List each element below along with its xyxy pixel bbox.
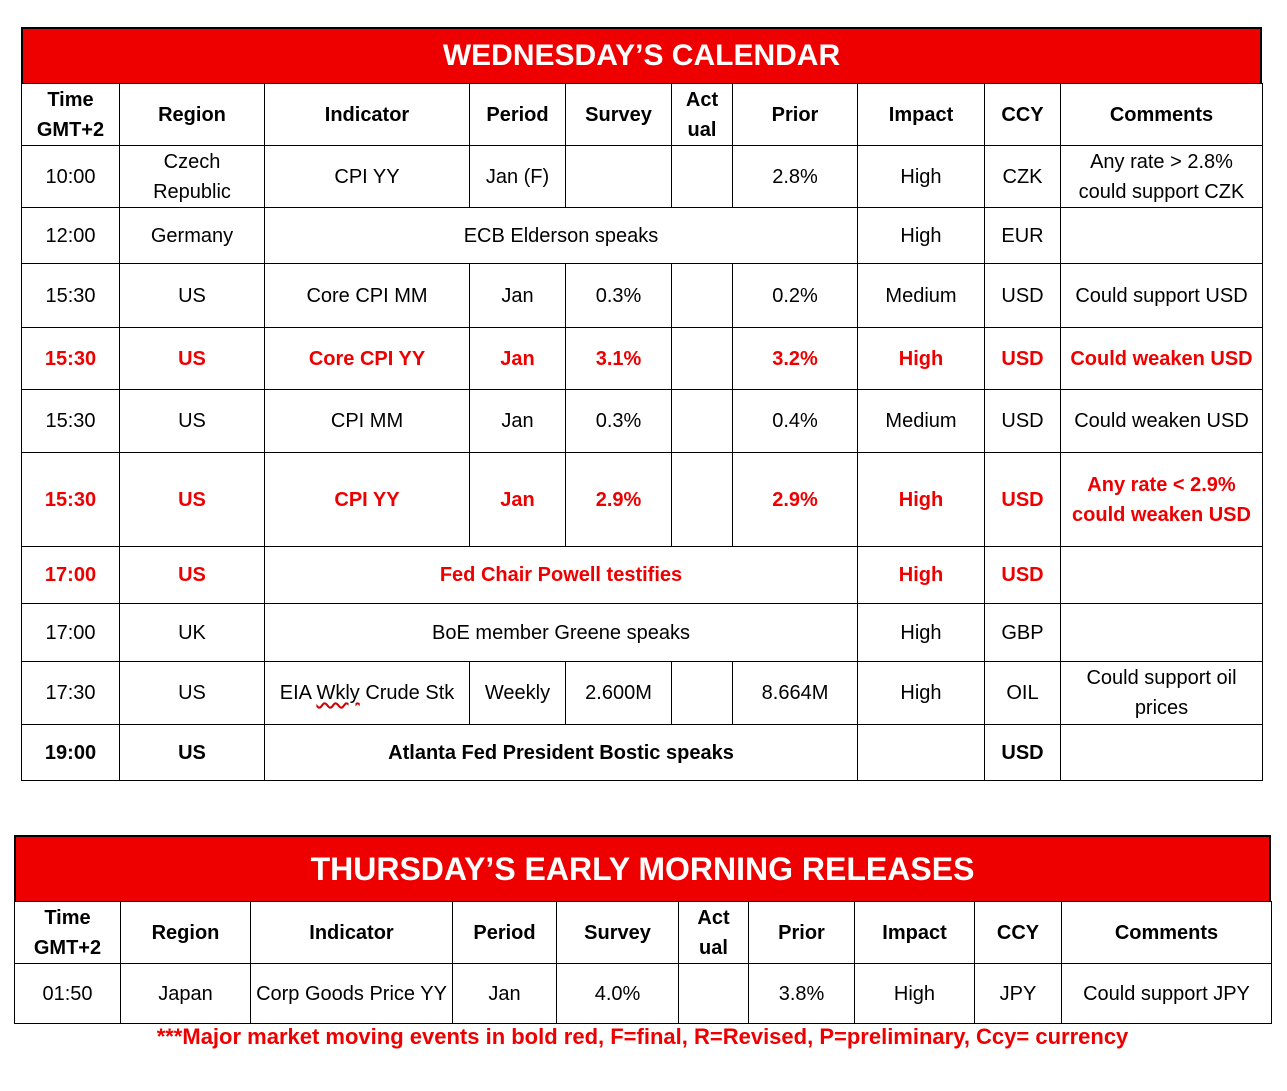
cell-time: 15:30 [22, 328, 120, 390]
cell-period: Jan [470, 390, 566, 453]
header-region: Region [121, 902, 251, 964]
cell-indicator: Core CPI MM [265, 264, 470, 328]
cell-region: Japan [121, 964, 251, 1024]
header-period: Period [470, 84, 566, 146]
header-survey: Survey [557, 902, 679, 964]
cell-region: US [120, 328, 265, 390]
cell-impact [858, 725, 985, 781]
header-survey: Survey [566, 84, 672, 146]
cell-comments: Could support USD [1061, 264, 1263, 328]
cell-prior: 3.8% [749, 964, 855, 1024]
cell-time: 15:30 [22, 264, 120, 328]
cell-ccy: GBP [985, 604, 1061, 662]
cell-comments [1061, 547, 1263, 604]
cell-impact: High [855, 964, 975, 1024]
cell-impact: High [858, 453, 985, 547]
cell-region: US [120, 547, 265, 604]
header-indicator: Indicator [251, 902, 453, 964]
header-ccy: CCY [975, 902, 1062, 964]
cell-indicator: Corp Goods Price YY [251, 964, 453, 1024]
cell-time: 15:30 [22, 453, 120, 547]
cell-time: 10:00 [22, 146, 120, 208]
cell-ccy: USD [985, 264, 1061, 328]
cell-region: US [120, 453, 265, 547]
cell-comments [1061, 725, 1263, 781]
cell-survey [566, 146, 672, 208]
cell-ccy: USD [985, 390, 1061, 453]
cell-ccy: CZK [985, 146, 1061, 208]
cell-ccy: OIL [985, 662, 1061, 725]
wednesday-table [21, 83, 1263, 781]
header-indicator: Indicator [265, 84, 470, 146]
cell-ccy: EUR [985, 208, 1061, 264]
header-time: Time GMT+2 [15, 902, 121, 964]
cell-comments: Could support JPY [1062, 964, 1272, 1024]
cell-indicator: CPI YY [265, 146, 470, 208]
cell-time: 01:50 [15, 964, 121, 1024]
cell-event: Atlanta Fed President Bostic speaks [265, 725, 858, 781]
cell-actual [672, 328, 733, 390]
table-row [22, 725, 1263, 781]
cell-time: 17:00 [22, 604, 120, 662]
table-row [22, 146, 1263, 208]
table-row [22, 264, 1263, 328]
cell-prior: 0.2% [733, 264, 858, 328]
header-row [15, 902, 1272, 964]
cell-survey: 2.9% [566, 453, 672, 547]
header-period: Period [453, 902, 557, 964]
header-impact: Impact [855, 902, 975, 964]
cell-survey: 0.3% [566, 390, 672, 453]
cell-time: 17:30 [22, 662, 120, 725]
cell-comments: Any rate < 2.9% could weaken USD [1061, 453, 1263, 547]
cell-ccy: USD [985, 453, 1061, 547]
cell-impact: High [858, 328, 985, 390]
wednesday-title-text: WEDNESDAY’S CALENDAR [442, 39, 841, 72]
cell-actual [672, 662, 733, 725]
header-comments: Comments [1061, 84, 1263, 146]
table-row [22, 547, 1263, 604]
cell-ccy: USD [985, 547, 1061, 604]
cell-event: BoE member Greene speaks [265, 604, 858, 662]
cell-survey: 3.1% [566, 328, 672, 390]
indicator-part-misspelled: Wkly [316, 682, 360, 704]
cell-indicator: Core CPI YY [265, 328, 470, 390]
cell-indicator: CPI MM [265, 390, 470, 453]
cell-actual [672, 453, 733, 547]
cell-ccy: JPY [975, 964, 1062, 1024]
cell-survey: 0.3% [566, 264, 672, 328]
cell-event: Fed Chair Powell testifies [265, 547, 858, 604]
footnote: ***Major market moving events in bold red, F=final, R=Revised, P=preliminary, Ccy= currency [156, 1024, 1129, 1049]
table-row [22, 328, 1263, 390]
cell-prior: 3.2% [733, 328, 858, 390]
cell-region: Czech Republic [120, 146, 265, 208]
indicator-part: EIA [279, 682, 317, 704]
cell-period: Jan [453, 964, 557, 1024]
header-region: Region [120, 84, 265, 146]
header-time: Time GMT+2 [22, 84, 120, 146]
table-row [15, 964, 1272, 1024]
cell-event: ECB Elderson speaks [265, 208, 858, 264]
cell-time: 17:00 [22, 547, 120, 604]
header-impact: Impact [858, 84, 985, 146]
header-actual: Act ual [679, 902, 749, 964]
cell-region: UK [120, 604, 265, 662]
table-row [22, 604, 1263, 662]
cell-period: Weekly [470, 662, 566, 725]
header-prior: Prior [733, 84, 858, 146]
cell-period: Jan [470, 264, 566, 328]
cell-prior: 8.664M [733, 662, 858, 725]
cell-comments: Could weaken USD [1061, 328, 1263, 390]
cell-region: US [120, 390, 265, 453]
table-row [22, 662, 1263, 725]
cell-impact: High [858, 146, 985, 208]
cell-time: 19:00 [22, 725, 120, 781]
header-ccy: CCY [985, 84, 1061, 146]
cell-comments [1061, 604, 1263, 662]
cell-prior: 0.4% [733, 390, 858, 453]
cell-ccy: USD [985, 328, 1061, 390]
thursday-title [14, 835, 1271, 901]
thursday-title-text: THURSDAY’S EARLY MORNING RELEASES [310, 850, 975, 887]
cell-actual [672, 264, 733, 328]
cell-period: Jan (F) [470, 146, 566, 208]
wednesday-title [21, 27, 1262, 83]
table-row [22, 453, 1263, 547]
header-actual: Act ual [672, 84, 733, 146]
cell-survey: 2.600M [566, 662, 672, 725]
indicator-part: Crude Stk [359, 682, 455, 704]
cell-survey: 4.0% [557, 964, 679, 1024]
cell-indicator: CPI YY [265, 453, 470, 547]
cell-impact: High [858, 662, 985, 725]
cell-prior: 2.9% [733, 453, 858, 547]
cell-time: 12:00 [22, 208, 120, 264]
cell-impact: High [858, 208, 985, 264]
header-comments: Comments [1062, 902, 1272, 964]
cell-impact: High [858, 604, 985, 662]
cell-impact: Medium [858, 264, 985, 328]
cell-ccy: USD [985, 725, 1061, 781]
cell-prior: 2.8% [733, 146, 858, 208]
cell-region: Germany [120, 208, 265, 264]
cell-impact: High [858, 547, 985, 604]
table-row [22, 208, 1263, 264]
cell-period: Jan [470, 453, 566, 547]
cell-comments [1061, 208, 1263, 264]
cell-comments: Could support oil prices [1061, 662, 1263, 725]
cell-time: 15:30 [22, 390, 120, 453]
cell-region: US [120, 264, 265, 328]
cell-comments: Any rate > 2.8% could support CZK [1061, 146, 1263, 208]
header-row [22, 84, 1263, 146]
thursday-table [14, 901, 1272, 1024]
table-row [22, 390, 1263, 453]
cell-actual [672, 146, 733, 208]
cell-region: US [120, 662, 265, 725]
cell-comments: Could weaken USD [1061, 390, 1263, 453]
thursday-releases [14, 835, 1271, 1024]
cell-indicator [265, 662, 470, 725]
header-prior: Prior [749, 902, 855, 964]
cell-actual [672, 390, 733, 453]
cell-impact: Medium [858, 390, 985, 453]
wednesday-calendar [21, 27, 1262, 781]
cell-actual [679, 964, 749, 1024]
cell-period: Jan [470, 328, 566, 390]
cell-region: US [120, 725, 265, 781]
